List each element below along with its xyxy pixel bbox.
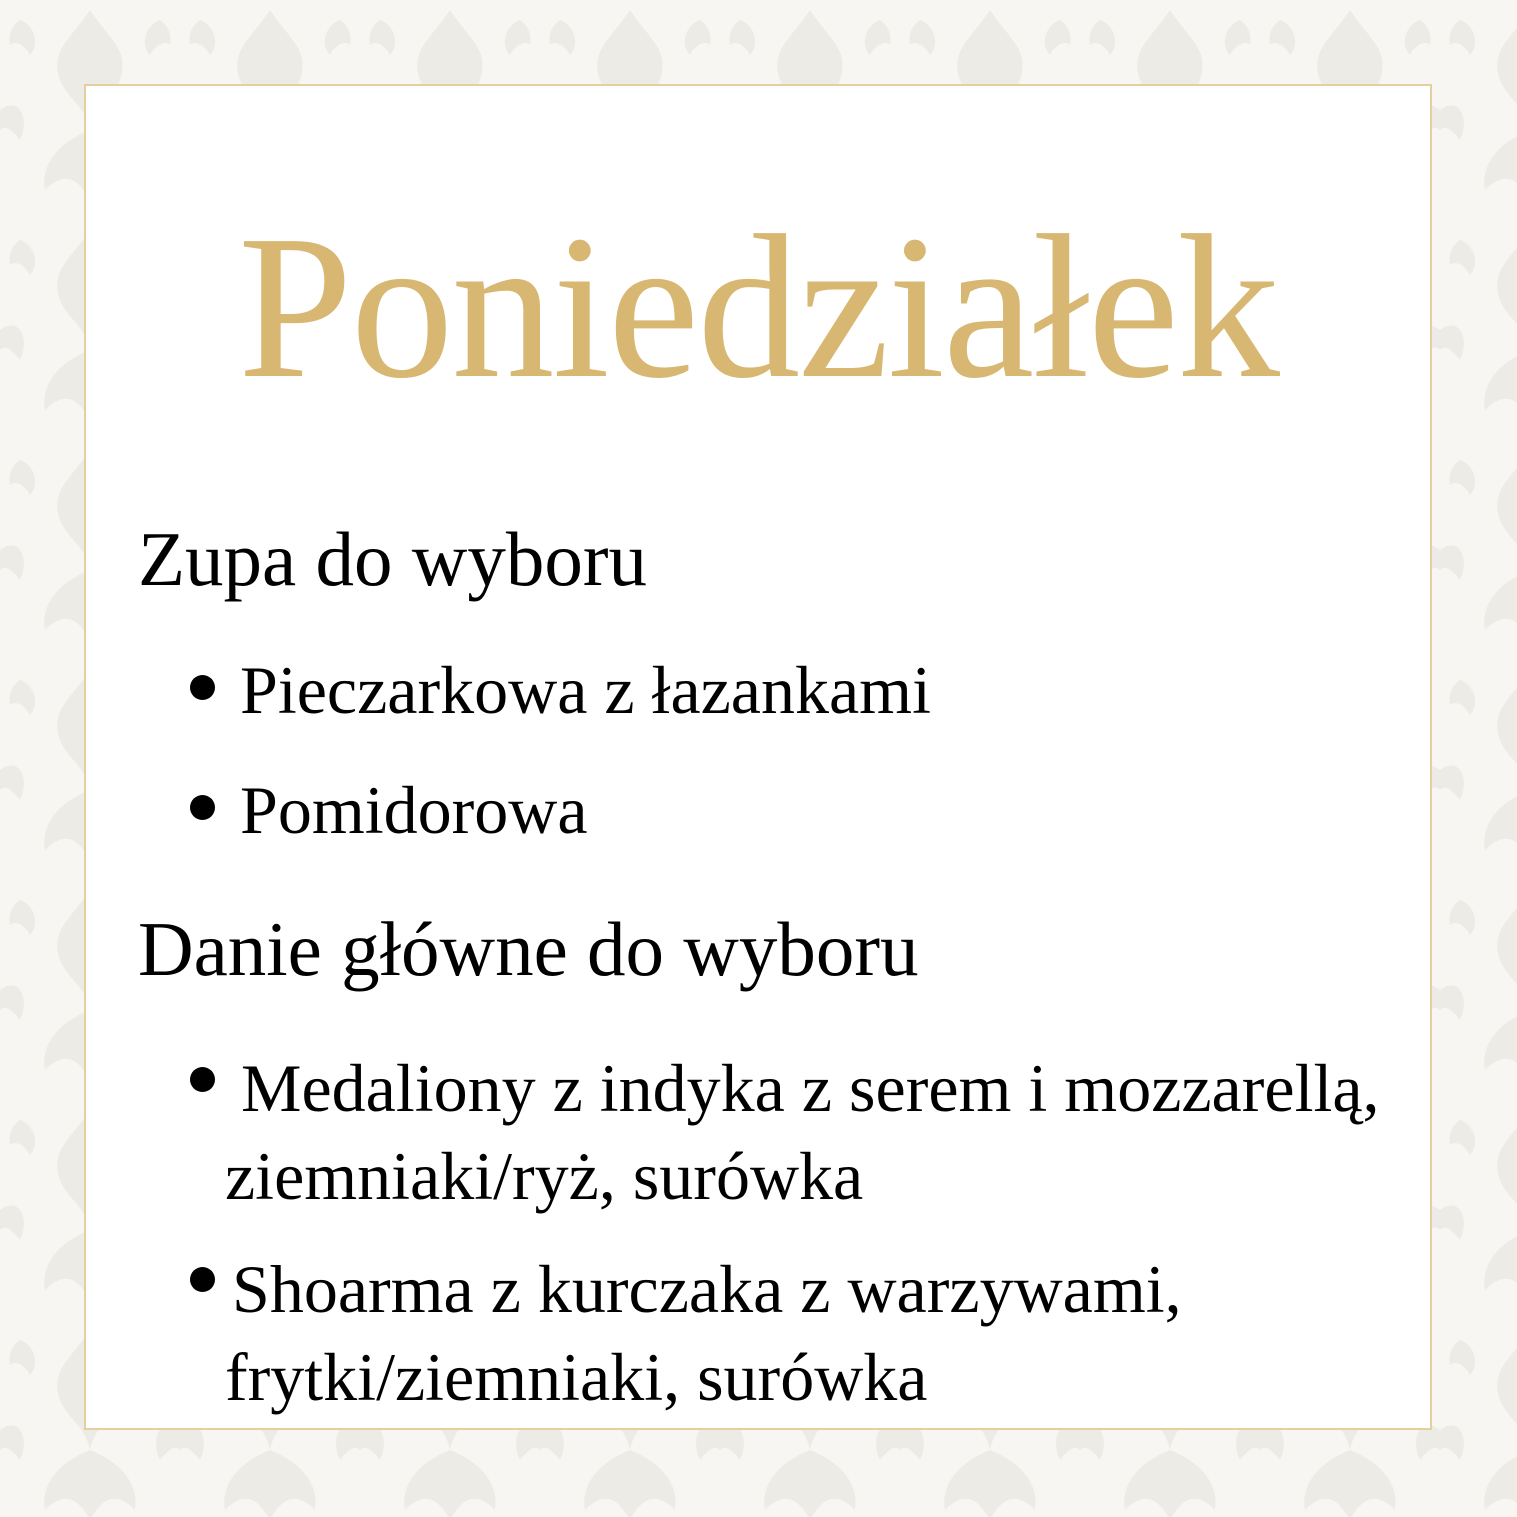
day-title: Poniedziałek bbox=[238, 192, 1278, 421]
main-course-item-continuation: frytki/ziemniaki, surówka bbox=[225, 1339, 928, 1415]
soup-item: Pomidorowa bbox=[240, 772, 588, 848]
main-course-section bbox=[138, 906, 919, 992]
menu-card bbox=[84, 84, 1432, 1430]
main-course-heading: Danie główne do wyboru bbox=[138, 906, 919, 992]
main-course-item: Shoarma z kurczaka z warzywami, bbox=[232, 1251, 1182, 1327]
soup-section bbox=[138, 516, 647, 602]
bullet-icon bbox=[190, 795, 215, 820]
bullet-icon bbox=[190, 1267, 215, 1292]
soup-heading: Zupa do wyboru bbox=[138, 516, 647, 602]
bullet-icon bbox=[190, 675, 215, 700]
main-course-item-continuation: ziemniaki/ryż, surówka bbox=[225, 1138, 864, 1214]
bullet-icon bbox=[190, 1067, 215, 1092]
soup-item: Pieczarkowa z łazankami bbox=[240, 652, 931, 728]
main-course-item: Medaliony z indyka z serem i mozzarellą, bbox=[241, 1050, 1380, 1126]
